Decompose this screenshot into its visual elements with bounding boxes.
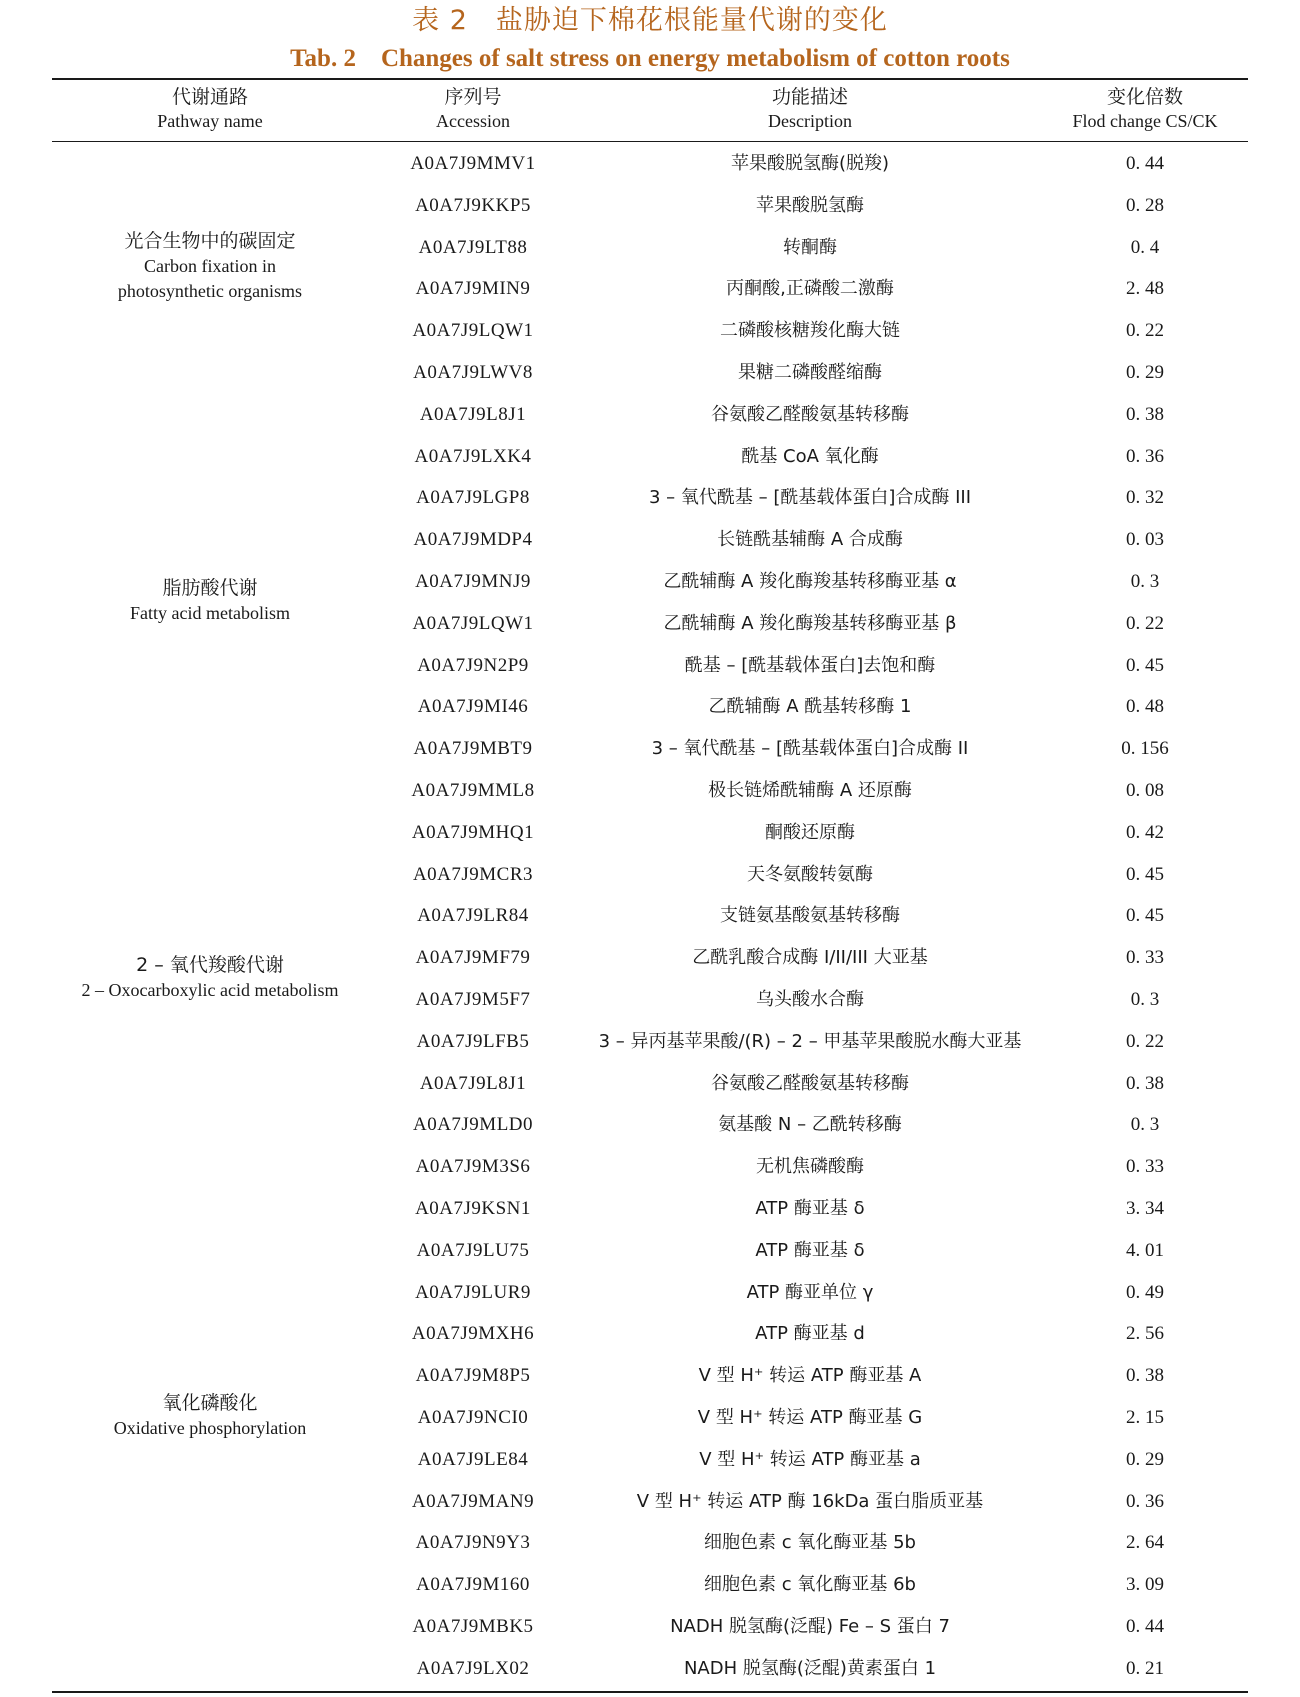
pathway-label <box>52 1390 368 1441</box>
fold-change-cell: 0. 45 <box>1126 905 1164 927</box>
description-cell: 谷氨酸乙醛酸氨基转移酶 <box>711 403 909 425</box>
accession-cell: A0A7J9MIN9 <box>415 278 531 300</box>
description-cell: 氨基酸 N – 乙酰转移酶 <box>718 1114 902 1136</box>
fold-change-cell: 0. 36 <box>1126 1490 1164 1512</box>
table-row <box>0 1104 1300 1146</box>
accession-cell: A0A7J9L8J1 <box>419 403 527 425</box>
fold-change-cell: 0. 33 <box>1126 947 1164 969</box>
fold-change-cell: 2. 64 <box>1126 1532 1164 1554</box>
fold-change-cell: 0. 22 <box>1126 320 1164 342</box>
fold-change-cell: 0. 3 <box>1130 989 1160 1010</box>
description-cell: 3 – 氧代酰基 – [酰基载体蛋白]合成酶 II <box>651 738 969 760</box>
fold-change-cell: 0. 21 <box>1126 1657 1164 1679</box>
accession-cell: A0A7J9LUR9 <box>415 1281 531 1303</box>
accession-cell: A0A7J9KKP5 <box>415 194 531 216</box>
accession-cell: A0A7J9MBK5 <box>412 1616 534 1637</box>
table-row <box>0 477 1300 519</box>
accession-cell: A0A7J9MI46 <box>417 696 529 718</box>
fold-change-cell: 0. 08 <box>1126 780 1164 801</box>
description-cell: 极长链烯酰辅酶 A 还原酶 <box>708 780 912 801</box>
header-fold-change-en: Flod change CS/CK <box>1072 111 1218 131</box>
description-cell: 乌头酸水合酶 <box>756 989 864 1010</box>
fold-change-cell: 0. 4 <box>1130 236 1160 258</box>
fold-change-cell: 0. 3 <box>1130 1114 1160 1136</box>
pathway-name-en: Oxidative phosphorylation <box>113 1418 307 1439</box>
fold-change-cell: 0. 28 <box>1126 194 1164 216</box>
header-pathway-en: Pathway name <box>157 111 263 131</box>
fold-change-cell: 0. 38 <box>1126 1072 1164 1094</box>
table-row <box>0 310 1300 352</box>
header-fold-change <box>1040 84 1250 132</box>
pathway-label <box>52 575 368 626</box>
header-accession-cn: 序列号 <box>444 86 502 108</box>
accession-cell: A0A7J9NCI0 <box>417 1407 529 1428</box>
accession-cell: A0A7J9M5F7 <box>415 989 531 1010</box>
pathway-name-cn: 氧化磷酸化 <box>162 1392 258 1415</box>
fold-change-cell: 3. 09 <box>1126 1574 1164 1596</box>
table-row <box>0 686 1300 728</box>
accession-cell: A0A7J9LE84 <box>417 1448 529 1470</box>
accession-cell: A0A7J9N2P9 <box>417 654 529 676</box>
accession-cell: A0A7J9LXK4 <box>414 445 532 467</box>
fold-change-cell: 0. 42 <box>1126 821 1164 843</box>
table-title-cn: 表 2 盐胁迫下棉花根能量代谢的变化 <box>412 5 888 36</box>
table-row <box>0 770 1300 812</box>
fold-change-cell: 0. 36 <box>1126 445 1164 467</box>
description-cell: 细胞色素 c 氧化酶亚基 6b <box>704 1574 916 1596</box>
table-row <box>0 645 1300 687</box>
table-row <box>0 1439 1300 1481</box>
accession-cell: A0A7J9MHQ1 <box>411 821 535 843</box>
accession-cell: A0A7J9MAN9 <box>411 1490 535 1512</box>
header-pathway <box>52 84 368 132</box>
accession-cell: A0A7J9LR84 <box>417 905 529 927</box>
table-row <box>0 1313 1300 1355</box>
description-cell: ATP 酶亚单位 γ <box>746 1281 874 1303</box>
description-cell: ATP 酶亚基 δ <box>755 1198 865 1219</box>
fold-change-cell: 4. 01 <box>1126 1239 1164 1261</box>
description-cell: V 型 H⁺ 转运 ATP 酶亚基 A <box>698 1365 922 1387</box>
table-row <box>0 1522 1300 1564</box>
accession-cell: A0A7J9M160 <box>416 1574 530 1596</box>
fold-change-cell: 0. 03 <box>1126 529 1164 551</box>
description-cell: V 型 H⁺ 转运 ATP 酶亚基 G <box>697 1407 923 1428</box>
description-cell: 乙酰辅酶 A 酰基转移酶 1 <box>708 696 912 718</box>
table-row <box>0 1481 1300 1523</box>
table-row <box>0 143 1300 185</box>
fold-change-cell: 0. 33 <box>1126 1156 1164 1178</box>
accession-cell: A0A7J9LGP8 <box>416 487 530 509</box>
accession-cell: A0A7J9MXH6 <box>411 1323 535 1345</box>
table-row <box>0 1564 1300 1606</box>
table-title-en: Tab. 2 Changes of salt stress on energy metabolism of cotton roots <box>290 45 1010 72</box>
pathway-name-en-line2: photosynthetic organisms <box>117 281 303 302</box>
description-cell: 3 – 异丙基苹果酸/(R) – 2 – 甲基苹果酸脱水酶大亚基 <box>598 1030 1022 1052</box>
description-cell: 乙酰乳酸合成酶 I/II/III 大亚基 <box>692 947 928 969</box>
description-cell: 酰基 – [酰基载体蛋白]去饱和酶 <box>684 654 936 676</box>
description-cell: 果糖二磷酸醛缩酶 <box>738 362 882 383</box>
table-row <box>0 352 1300 394</box>
fold-change-cell: 0. 44 <box>1126 153 1164 174</box>
fold-change-cell: 0. 45 <box>1126 654 1164 676</box>
accession-cell: A0A7J9MCR3 <box>412 863 534 885</box>
fold-change-cell: 2. 15 <box>1126 1407 1164 1428</box>
table-row <box>0 1648 1300 1690</box>
table-row <box>0 854 1300 896</box>
description-cell: 细胞色素 c 氧化酶亚基 5b <box>704 1532 916 1554</box>
accession-cell: A0A7J9MMV1 <box>410 153 536 174</box>
description-cell: 苹果酸脱氢酶 <box>756 194 864 216</box>
pathway-name-en: 2 – Oxocarboxylic acid metabolism <box>81 979 339 1000</box>
pathway-name-en: Carbon fixation in <box>144 256 276 277</box>
bottom-rule <box>52 1691 1248 1693</box>
fold-change-cell: 0. 22 <box>1126 612 1164 634</box>
description-cell: 无机焦磷酸酶 <box>756 1156 864 1178</box>
pathway-label <box>52 228 368 304</box>
description-cell: 谷氨酸乙醛酸氨基转移酶 <box>711 1072 909 1094</box>
table-row <box>0 895 1300 937</box>
header-description-en: Description <box>768 111 852 131</box>
description-cell: V 型 H⁺ 转运 ATP 酶亚基 a <box>699 1448 921 1470</box>
accession-cell: A0A7J9MBT9 <box>413 738 533 760</box>
description-cell: 长链酰基辅酶 A 合成酶 <box>717 529 903 551</box>
accession-cell: A0A7J9LQW1 <box>412 320 534 342</box>
description-cell: 乙酰辅酶 A 羧化酶羧基转移酶亚基 α <box>663 571 957 592</box>
description-cell: ATP 酶亚基 d <box>755 1323 865 1345</box>
description-cell: 3 – 氧代酰基 – [酰基载体蛋白]合成酶 III <box>648 487 972 509</box>
table-row <box>0 1606 1300 1648</box>
header-description-cn: 功能描述 <box>771 86 848 108</box>
accession-cell: A0A7J9LQW1 <box>412 612 534 634</box>
pathway-name-cn: 2 – 氧代羧酸代谢 <box>136 953 284 976</box>
description-cell: 酰基 CoA 氧化酶 <box>741 445 879 467</box>
fold-change-cell: 0. 49 <box>1126 1281 1164 1303</box>
description-cell: 支链氨基酸氨基转移酶 <box>720 905 900 927</box>
accession-cell: A0A7J9MML8 <box>411 780 535 801</box>
fold-change-cell: 0. 48 <box>1126 696 1164 718</box>
top-rule <box>52 78 1248 80</box>
description-cell: 丙酮酸,正磷酸二激酶 <box>726 278 894 300</box>
description-cell: 天冬氨酸转氨酶 <box>747 863 873 885</box>
table-row <box>0 436 1300 478</box>
table-row <box>0 1063 1300 1105</box>
pathway-label <box>52 952 368 1003</box>
table-row <box>0 394 1300 436</box>
table-row <box>0 1272 1300 1314</box>
header-pathway-cn: 代谢通路 <box>171 86 248 108</box>
accession-cell: A0A7J9LWV8 <box>413 362 533 383</box>
accession-cell: A0A7J9LU75 <box>416 1239 530 1261</box>
fold-change-cell: 0. 29 <box>1126 362 1164 383</box>
header-fold-change-cn: 变化倍数 <box>1106 86 1183 108</box>
description-cell: 酮酸还原酶 <box>765 821 855 843</box>
fold-change-cell: 3. 34 <box>1126 1198 1164 1219</box>
accession-cell: A0A7J9LT88 <box>418 236 528 258</box>
accession-cell: A0A7J9LX02 <box>416 1657 530 1679</box>
header-accession-en: Accession <box>436 111 510 131</box>
description-cell: 二磷酸核糖羧化酶大链 <box>720 320 900 342</box>
accession-cell: A0A7J9M3S6 <box>415 1156 531 1178</box>
accession-cell: A0A7J9MLD0 <box>412 1114 534 1136</box>
table-row <box>0 1188 1300 1230</box>
fold-change-cell: 0. 3 <box>1130 571 1160 592</box>
accession-cell: A0A7J9LFB5 <box>416 1030 530 1052</box>
table-row <box>0 519 1300 561</box>
fold-change-cell: 0. 45 <box>1126 863 1164 885</box>
accession-cell: A0A7J9MNJ9 <box>415 571 531 592</box>
fold-change-cell: 0. 156 <box>1121 738 1169 760</box>
pathway-name-en: Fatty acid metabolism <box>130 603 290 624</box>
fold-change-cell: 0. 32 <box>1126 487 1164 509</box>
description-cell: 转酮酶 <box>783 236 837 258</box>
description-cell: 苹果酸脱氢酶(脱羧) <box>730 153 890 174</box>
accession-cell: A0A7J9KSN1 <box>415 1198 531 1219</box>
description-cell: ATP 酶亚基 δ <box>755 1239 865 1261</box>
fold-change-cell: 0. 44 <box>1126 1616 1164 1637</box>
description-cell: NADH 脱氢酶(泛醌)黄素蛋白 1 <box>683 1657 937 1679</box>
table-row <box>0 1230 1300 1272</box>
pathway-name-cn: 光合生物中的碳固定 <box>124 230 296 253</box>
accession-cell: A0A7J9L8J1 <box>419 1072 527 1094</box>
accession-cell: A0A7J9N9Y3 <box>415 1532 531 1554</box>
pathway-name-cn: 脂肪酸代谢 <box>162 577 258 600</box>
table-row <box>0 728 1300 770</box>
header-rule <box>52 141 1248 142</box>
table-body <box>0 143 1300 1690</box>
fold-change-cell: 2. 56 <box>1126 1323 1164 1345</box>
fold-change-cell: 0. 38 <box>1126 1365 1164 1387</box>
header-description <box>520 84 1100 132</box>
description-cell: V 型 H⁺ 转运 ATP 酶 16kDa 蛋白脂质亚基 <box>636 1490 984 1512</box>
table-row <box>0 185 1300 227</box>
table-row <box>0 812 1300 854</box>
accession-cell: A0A7J9M8P5 <box>415 1365 531 1387</box>
fold-change-cell: 0. 22 <box>1126 1030 1164 1052</box>
table-row <box>0 1021 1300 1063</box>
fold-change-cell: 0. 29 <box>1126 1448 1164 1470</box>
accession-cell: A0A7J9MF79 <box>415 947 531 969</box>
fold-change-cell: 0. 38 <box>1126 403 1164 425</box>
description-cell: NADH 脱氢酶(泛醌) Fe – S 蛋白 7 <box>670 1616 950 1637</box>
table-row <box>0 1146 1300 1188</box>
description-cell: 乙酰辅酶 A 羧化酶羧基转移酶亚基 β <box>663 612 957 634</box>
fold-change-cell: 2. 48 <box>1126 278 1164 300</box>
accession-cell: A0A7J9MDP4 <box>413 529 533 551</box>
